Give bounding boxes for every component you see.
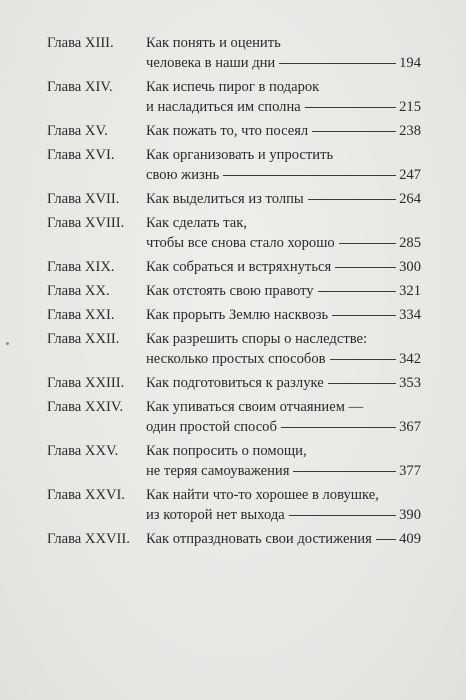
leader-line: [339, 243, 396, 244]
chapter-number: Глава XIX.: [47, 259, 115, 275]
page-number: 334: [399, 307, 421, 323]
chapter-title-last-line: [146, 461, 421, 481]
page-number: 342: [399, 351, 421, 367]
chapter-title-text: не теряя самоуважения: [146, 463, 290, 479]
table-of-contents: [47, 33, 421, 553]
chapter-title-line: Как организовать и упростить: [146, 147, 334, 163]
toc-entry: [47, 257, 421, 277]
toc-entry: [47, 145, 421, 185]
leader-line: [293, 471, 396, 472]
chapter-number: Глава XXVII.: [47, 531, 130, 547]
chapter-title-last-line: [146, 165, 421, 185]
chapter-title-text: Как прорыть Землю насквозь: [146, 307, 329, 323]
chapter-title: [146, 33, 421, 73]
chapter-title-line: Как попросить о помощи,: [146, 443, 307, 459]
chapter-number: Глава XXV.: [47, 443, 119, 459]
chapter-title: [146, 485, 421, 525]
leader-line: [223, 175, 396, 176]
page-number: 390: [399, 507, 421, 523]
chapter-title-text: Как собраться и встряхнуться: [146, 259, 332, 275]
chapter-title-line: Как разрешить споры о наследстве:: [146, 331, 368, 347]
chapter-number: Глава XIII.: [47, 35, 114, 51]
toc-entry: [47, 281, 421, 301]
chapter-title-line: Как сделать так,: [146, 215, 247, 231]
chapter-title-last-line: [146, 505, 421, 525]
chapter-title-last-line: [146, 305, 421, 325]
chapter-title: [146, 121, 421, 141]
page-number: 409: [399, 531, 421, 547]
toc-entry: [47, 189, 421, 209]
page-number: 321: [399, 283, 421, 299]
chapter-title-text: Как отпраздновать свои достижения: [146, 531, 372, 547]
chapter-title-last-line: [146, 257, 421, 277]
page-number: 285: [399, 235, 421, 251]
chapter-title-line: Как упиваться своим отчаянием —: [146, 399, 364, 415]
chapter-title: [146, 373, 421, 393]
chapter-title-text: свою жизнь: [146, 167, 220, 183]
toc-entry: [47, 529, 421, 549]
chapter-title-text: и насладиться им сполна: [146, 99, 301, 115]
chapter-title-last-line: [146, 189, 421, 209]
chapter-number: Глава XIV.: [47, 79, 113, 95]
page-number: 247: [399, 167, 421, 183]
chapter-title: [146, 329, 421, 369]
leader-line: [281, 427, 396, 428]
chapter-title-text: Как пожать то, что посеял: [146, 123, 309, 139]
leader-line: [305, 107, 396, 108]
chapter-title-text: из которой нет выхода: [146, 507, 285, 523]
chapter-title: [146, 189, 421, 209]
chapter-title-text: чтобы все снова стало хорошо: [146, 235, 335, 251]
toc-entry: [47, 485, 421, 525]
chapter-number: Глава XXIV.: [47, 399, 124, 415]
chapter-title-line: Как испечь пирог в подарок: [146, 79, 320, 95]
chapter-title: [146, 213, 421, 253]
chapter-title-last-line: [146, 233, 421, 253]
leader-line: [308, 199, 396, 200]
leader-line: [332, 315, 396, 316]
chapter-title-text: несколько простых способов: [146, 351, 326, 367]
chapter-number: Глава XVIII.: [47, 215, 125, 231]
paper-speck: [6, 342, 9, 345]
chapter-number: Глава XVII.: [47, 191, 120, 207]
chapter-title-last-line: [146, 529, 421, 549]
page-number: 300: [399, 259, 421, 275]
chapter-title-text: Как выделиться из толпы: [146, 191, 304, 207]
chapter-title: [146, 257, 421, 277]
toc-entry: [47, 77, 421, 117]
leader-line: [330, 359, 397, 360]
chapter-title-last-line: [146, 53, 421, 73]
toc-entry: [47, 329, 421, 369]
chapter-number: Глава XXVI.: [47, 487, 126, 503]
toc-entry: [47, 33, 421, 73]
page-number: 194: [399, 55, 421, 71]
chapter-title-line: Как понять и оценить: [146, 35, 281, 51]
chapter-title: [146, 529, 421, 549]
chapter-title-text: один простой способ: [146, 419, 277, 435]
chapter-title-text: человека в наши дни: [146, 55, 276, 71]
chapter-title-last-line: [146, 281, 421, 301]
page-number: 215: [399, 99, 421, 115]
chapter-number: Глава XV.: [47, 123, 108, 139]
toc-entry: [47, 213, 421, 253]
toc-entry: [47, 373, 421, 393]
chapter-number: Глава XX.: [47, 283, 110, 299]
chapter-title-line: Как найти что-то хорошее в ловушке,: [146, 487, 379, 503]
chapter-title-text: Как отстоять свою правоту: [146, 283, 314, 299]
chapter-title: [146, 441, 421, 481]
leader-line: [279, 63, 396, 64]
chapter-title-last-line: [146, 349, 421, 369]
toc-entry: [47, 397, 421, 437]
leader-line: [318, 291, 397, 292]
chapter-title-last-line: [146, 373, 421, 393]
chapter-number: Глава XXI.: [47, 307, 115, 323]
page-number: 238: [399, 123, 421, 139]
chapter-title: [146, 305, 421, 325]
toc-entry: [47, 121, 421, 141]
toc-entry: [47, 305, 421, 325]
page-number: 367: [399, 419, 421, 435]
chapter-title-text: Как подготовиться к разлуке: [146, 375, 324, 391]
leader-line: [376, 539, 396, 540]
chapter-number: Глава XVI.: [47, 147, 115, 163]
toc-entry: [47, 441, 421, 481]
chapter-title: [146, 397, 421, 437]
chapter-number: Глава XXII.: [47, 331, 120, 347]
leader-line: [289, 515, 396, 516]
chapter-title-last-line: [146, 121, 421, 141]
chapter-title: [146, 145, 421, 185]
leader-line: [328, 383, 396, 384]
page-number: 377: [399, 463, 421, 479]
leader-line: [312, 131, 396, 132]
chapter-title-last-line: [146, 97, 421, 117]
chapter-title-last-line: [146, 417, 421, 437]
leader-line: [335, 267, 396, 268]
page-number: 264: [399, 191, 421, 207]
chapter-title: [146, 281, 421, 301]
page-number: 353: [399, 375, 421, 391]
chapter-number: Глава XXIII.: [47, 375, 125, 391]
chapter-title: [146, 77, 421, 117]
